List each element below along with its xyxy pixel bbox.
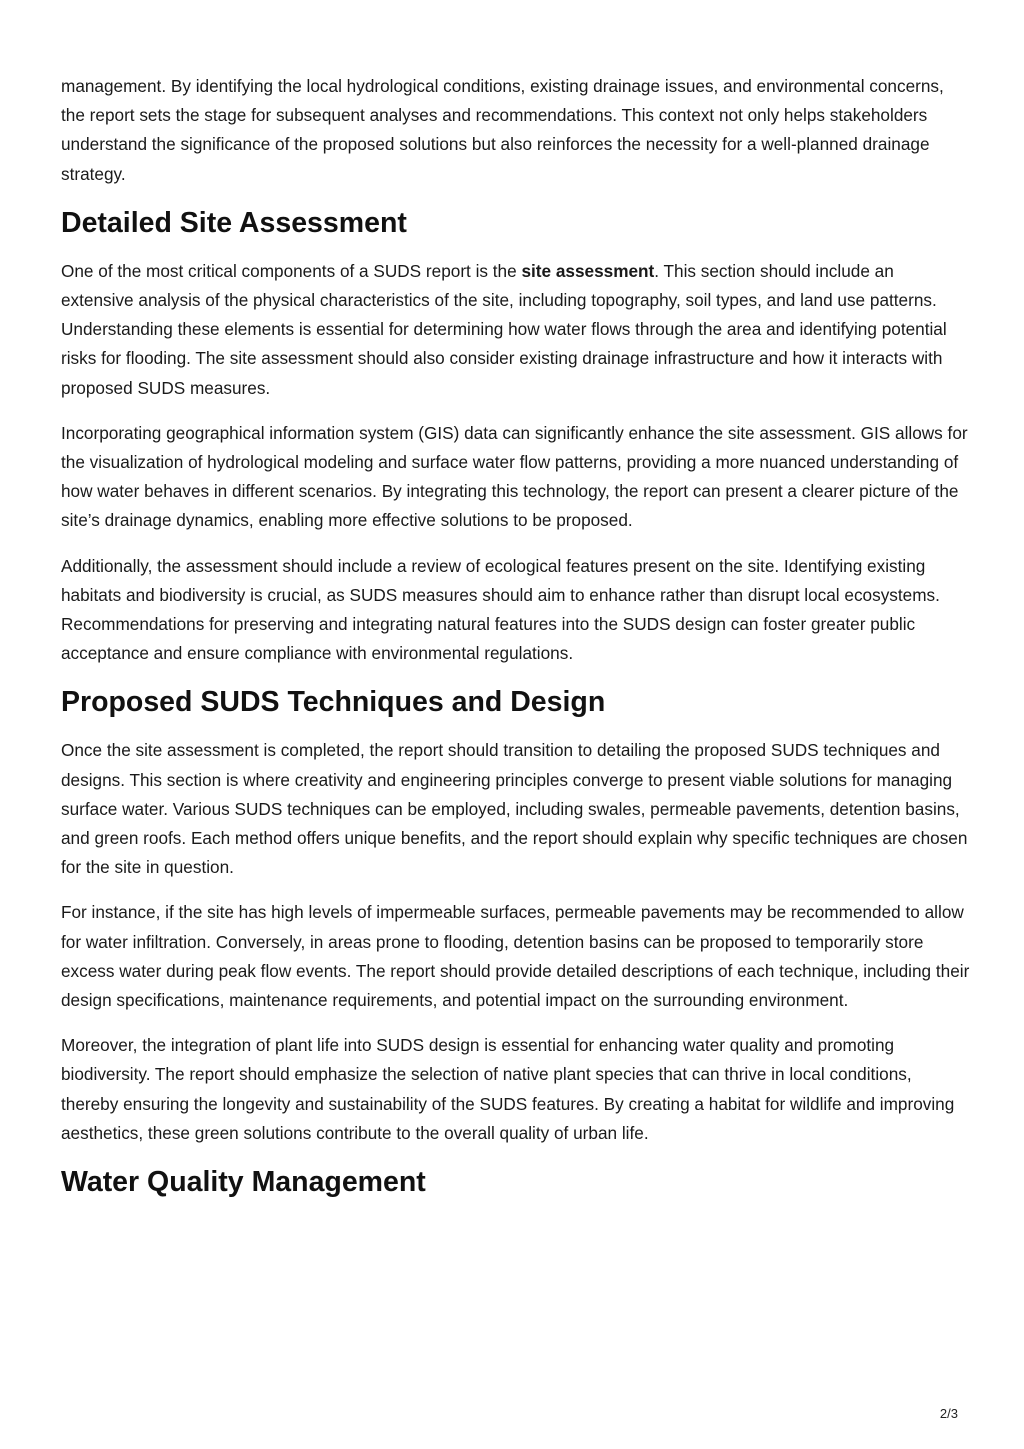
heading-water-quality-management: Water Quality Management bbox=[61, 1166, 426, 1199]
intro-paragraph: management. By identifying the local hydrological conditions, existing drainage issues, and environmental concerns, the report sets the stage for subsequent analyses and recommendations. This context not only helps stakeholders understand the significance of the proposed solutions but also reinforces the necessity for a well-planned drainage strategy. bbox=[61, 76, 944, 184]
heading-proposed-suds-techniques: Proposed SUDS Techniques and Design bbox=[61, 686, 606, 719]
bold-term-site-assessment: site assessment bbox=[521, 260, 655, 281]
document-body bbox=[61, 72, 971, 1216]
site-assessment-paragraph-2: Incorporating geographical information system (GIS) data can significantly enhance the site assessment. GIS allows for the visualization of hydrological modeling and surface water flow patterns, providing a more nuanced understanding of how water behaves in different scenarios. By integrating this technology, the report can present a clearer picture of the site’s drainage dynamics, enabling more effective solutions to be proposed. bbox=[61, 422, 968, 531]
paragraph-text: One of the most critical components of a SUDS report is the bbox=[61, 260, 522, 281]
site-assessment-paragraph-3: Additionally, the assessment should include a review of ecological features present on the site. Identifying existing habitats and biodiversity is crucial, as SUDS measures should aim to enhance rather than disrupt local ecosystems. Recommendations for preserving and integrating natural features into the SUDS design can foster greater public acceptance and ensure compliance with environmental regulations. bbox=[61, 555, 940, 664]
techniques-paragraph-3: Moreover, the integration of plant life into SUDS design is essential for enhancing water quality and promoting biodiversity. The report should emphasize the selection of native plant species that can thrive in local conditions, thereby ensuring the longevity and sustainability of the SUDS features. By creating a habitat for wildlife and improving aesthetics, these green solutions contribute to the overall quality of urban life. bbox=[61, 1035, 955, 1143]
heading-detailed-site-assessment: Detailed Site Assessment bbox=[61, 206, 407, 239]
page-number: 2/3 bbox=[939, 1406, 958, 1421]
techniques-paragraph-1: Once the site assessment is completed, the report should transition to detailing the proposed SUDS techniques and designs. This section is where creativity and engineering principles converge to present viable solutions for managing surface water. Various SUDS techniques can be employed, including swales, permeable pavements, detention basins, and green roofs. Each method offers unique benefits, and the report should explain why specific techniques are chosen for the site in question. bbox=[61, 740, 968, 878]
techniques-paragraph-2: For instance, if the site has high levels of impermeable surfaces, permeable pavements may be recommended to allow for water infiltration. Conversely, in areas prone to flooding, detention basins can be proposed to temporarily store excess water during peak flow events. The report should provide detailed descriptions of each technique, including their design specifications, maintenance requirements, and potential impact on the surrounding environment. bbox=[61, 902, 970, 1011]
paragraph-text: . This section should include an extensive analysis of the physical characteristics of the site, including topography, soil types, and land use patterns. Understanding these elements is essential for determining how water flows through the area and identifying potential risks for flooding. The site assessment should also consider existing drainage infrastructure and how it interacts with proposed SUDS measures. bbox=[61, 260, 947, 398]
site-assessment-paragraph-1 bbox=[61, 257, 971, 403]
